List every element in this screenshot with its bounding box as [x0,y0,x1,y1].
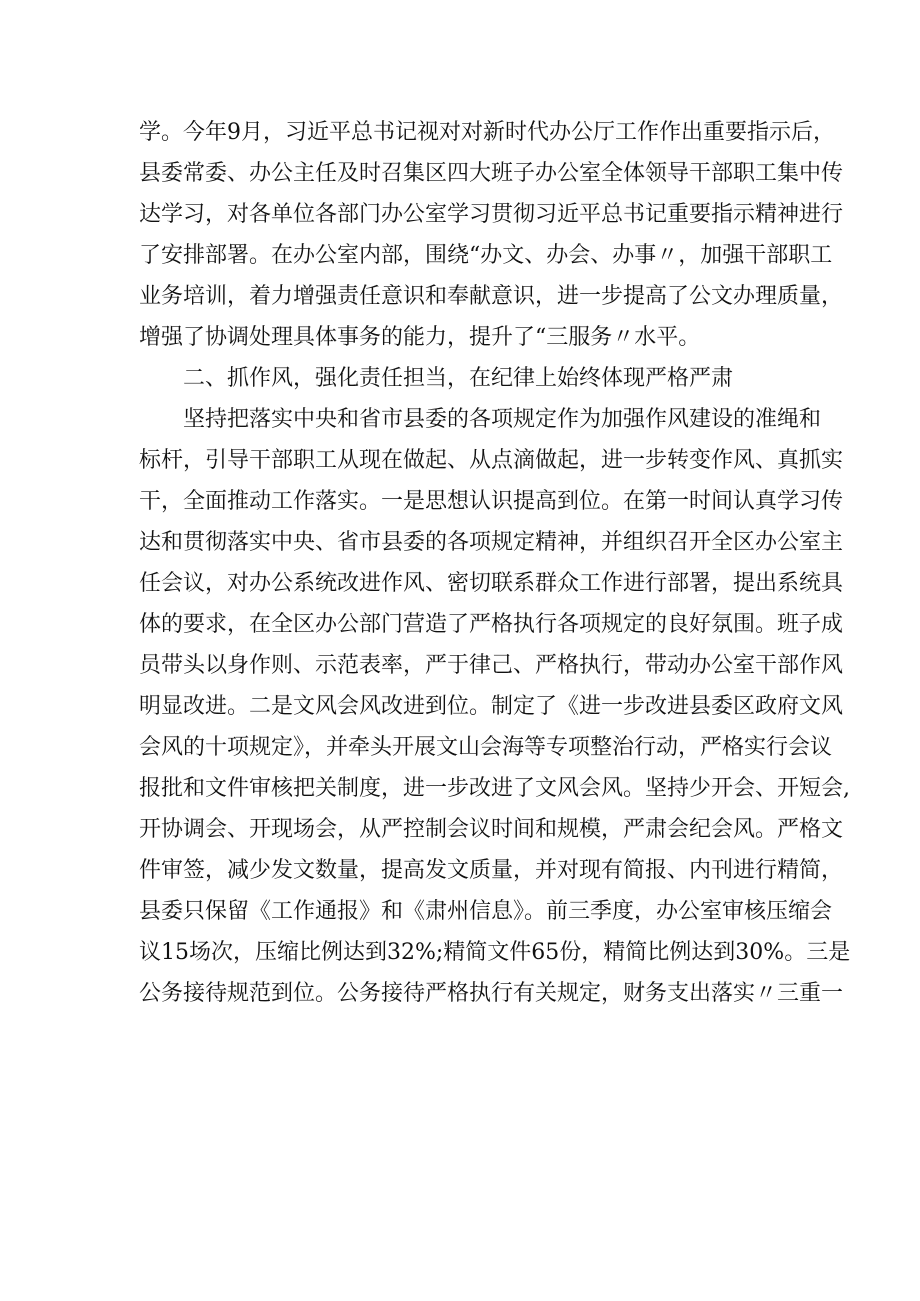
body-line: 会风的十项规定》，并牵头开展文山会海等专项整治行动，严格实行会议 [139,735,833,760]
body-line: 达和贯彻落实中央、省市县委的各项规定精神，并组织召开全区办公室主 [139,530,844,555]
body-line: 员带头以身作则、示范表率，严于律己、严格执行，带动办公室干部作风 [139,653,844,678]
document-body [139,112,851,1014]
body-line: 件审签，减少发文数量，提高发文质量，并对现有简报、内刊进行精简， [139,858,844,883]
section-heading: 二、抓作风，强化责任担当，在纪律上始终体现严格严肃 [183,366,734,391]
body-line: 县委只保留《工作通报》和《肃州信息》。前三季度，办公室审核压缩会 [139,899,833,924]
body-line: 干，全面推动工作落实。一是思想认识提高到位。在第一时间认真学习传 [139,489,844,514]
body-line: 增强了协调处理具体事务的能力，提升了“三服务〃水平。 [139,325,701,350]
body-line: 坚持把落实中央和省市县委的各项规定作为加强作风建设的准绳和 [183,407,822,432]
body-line: 标杆，引导干部职工从现在做起、从点滴做起，进一步转变作风、真抓实 [139,448,844,473]
body-line: 开协调会、开现场会，从严控制会议时间和规模，严肃会纪会风。严格文 [139,817,844,842]
body-line: 了安排部署。在办公室内部，围绕“办文、办会、办事〃，加强干部职工 [139,243,833,268]
body-line: 任会议，对办公系统改进作风、密切联系群众工作进行部署，提出系统具 [139,571,844,596]
body-line: 学。今年9月，习近平总书记视对对新时代办公厅工作作出重要指示后， [139,120,835,145]
body-line: 报批和文件审核把关制度，进一步改进了文风会风。坚持少开会、开短会, [139,776,850,801]
body-line: 业务培训，着力增强责任意识和奉献意识，进一步提高了公文办理质量， [139,284,844,309]
body-line: 明显改进。二是文风会风改进到位。制定了《进一步改进县委区政府文风 [139,694,844,719]
body-line: 议15场次，压缩比例达到32%;精简文件65份，精简比例达到30%。三是 [139,940,851,965]
body-line: 县委常委、办公主任及时召集区四大班子办公室全体领导干部职工集中传 [139,161,844,186]
body-line: 达学习，对各单位各部门办公室学习贯彻习近平总书记重要指示精神进行 [139,202,844,227]
body-line: 体的要求，在全区办公部门营造了严格执行各项规定的良好氛围。班子成 [139,612,844,637]
body-line: 公务接待规范到位。公务接待严格执行有关规定，财务支出落实〃三重一 [139,981,844,1006]
